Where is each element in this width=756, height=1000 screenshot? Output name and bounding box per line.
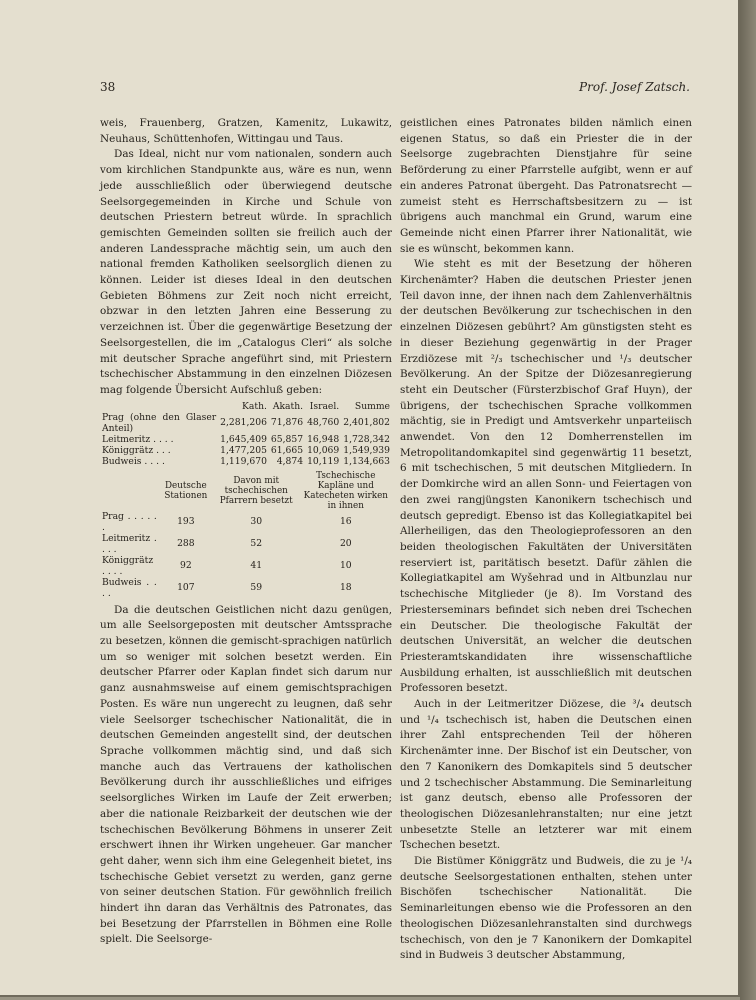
population-table [100,401,392,467]
table-cell: 48,760 [307,417,340,429]
table-cell: 16 [339,516,352,528]
table-header-cell: Israel. [309,400,340,412]
table-cell: 71,876 [270,417,304,429]
table-row [100,555,392,577]
table-header-row [100,471,392,511]
right-column [400,116,692,964]
table-cell: Prag . . . . . . [102,510,157,533]
paragraph: Da die deutschen Geistlichen nicht dazu genügen, um alle Seelsorgeposten mit deutscher Amtssprache zu besetzen, können die gemischt-sprachigen natürlich um so weniger mit solchen besetzt werden. Ein deutscher Pfarrer oder Kaplan findet sich darum nur ganz ausnahmsweise auf einem gemischtsprachigen Posten. Es wäre nun ungerecht zu leugnen, daß sehr viele Seelsorger tschechischer Nationalität, die in deutschen Gemeinden angestellt sind, der deutschen Sprache vollkommen mächtig sind, und daß sich manche auch das Vertrauens der katholischen Bevölkerung durch ihr ausschließliches und eifriges seelsorgliches Wirken im Laufe der Zeit erwerben; aber die nationale Reizbarkeit der deutschen wie der tschechischen Bevölkerung Böhmens in unserer Zeit erschwert ihnen ihr Wirken ungeheuer. Gar mancher geht daher, wenn sich ihm eine Gelegenheit bietet, ins tschechische Gebiet versetzt zu werden, ganz gerne von seiner deutschen Station. Für gewöhnlich freilich hindert ihn daran das Verhältnis des Patronates, das bei Besetzung der Pfarrstellen in Böhmen eine Rolle spielt. Die Seelsorge- [100,603,392,946]
table-cell: 1,134,663 [343,455,390,467]
table-cell: 2,401,802 [343,417,390,429]
table-cell: Prag (ohne den Glaser Anteil) [102,411,217,434]
table-row [100,511,392,533]
paragraph: Die Bistümer Königgrätz und Budweis, die zu je ¹/₄ deutsche Seelsorgestationen enthalten, stehen unter Bischöfen tschechischer Nationalität. Die Seminarleitungen ebenso wie die Professoren an den theologischen Diözesanlehranstalten sind durchwegs tschechisch, von den je 7 Kanonikern der Domkapitel sind in Budweis 3 deutscher Abstammung, [400,855,692,962]
table-header-row [100,401,392,412]
table-cell: Budweis . . . . [102,576,157,599]
table-cell: 18 [339,582,352,594]
table-header-cell [100,401,218,412]
paragraph: geistlichen eines Patronates bilden nämlich einen eigenen Status, so daß ein Priester die in der Seelsorge zugebrachten Dienstjahre für seine Beförderung zu einer Pfarrstelle aufgibt, wenn er auf ein anderes Patronat übergeht. Das Patronatsrecht — zumeist steht es Herrschaftsbesitzern zu — ist übrigens auch manchmal ein Grund, warum eine Gemeinde nicht einen Pfarrer ihrer Nationalität, wie sie es wünscht, bekommen kann. [400,117,692,255]
table-cell: 1,119,670 [220,455,267,467]
table-cell: 10,119 [307,455,340,467]
table-cell: Leitmeritz . . . . [102,532,157,555]
table-cell: 1,645,409 [220,433,267,445]
table-cell: 52 [250,538,263,550]
table-header-cell: Kath. [242,400,267,412]
paragraph: Auch in der Leitmeritzer Diözese, die ³/₄ deutsch und ¹/₄ tschechisch ist, haben die Deutschen einen ihrer Zahl entsprechenden Teil der höheren Kirchenämter inne. Der Bischof ist ein Deutscher, von den 7 Kanonikern des Domkapitels sind 5 deutscher und 2 tschechischer Abstammung. Die Seminarleitung ist ganz deutsch, ebenso alle Professoren der theologischen Diözesanlehranstalten; nur eine jetzt unbesetzte Stelle an letzterer war mit einem Tschechen besetzt. [400,698,692,852]
table-row [100,533,392,555]
paragraph: Das Ideal, nicht nur vom nationalen, sondern auch vom kirchlichen Standpunkte aus, wäre es nun, wenn jede ausschließlich oder überwiegend deutsche Seelsorgegemeinden in Kirche und Schule von deutschen Priestern betreut würde. In sprachlich gemischten Gemeinden sollten sie freilich auch der anderen Landessprache mächtig sein, um auch den national fremden Katholiken seelsorglich dienen zu können. Leider ist dieses Ideal in den deutschen Gebieten Böhmens zur Zeit noch nicht erreicht, obzwar in den letzten Jahren eine Besserung zu verzeichnen ist. Über die gegenwärtige Besetzung der Seelsorgestellen, die im „Catalogus Cleri“ als solche mit deutscher Sprache angeführt sind, mit Priestern tschechischer Abstammung in den einzelnen Diözesen mag folgende Übersicht Aufschluß geben: [100,148,392,396]
book-spine [740,0,756,1000]
table-cell: 65,857 [270,433,304,445]
table-cell: 61,665 [270,444,304,456]
table-row [100,456,392,467]
table-cell: Budweis . . . . [102,455,165,467]
table-cell: 1,477,205 [220,444,267,456]
table-header-cell: Tschechische Kapläne und Katecheten wirken in ihnen [303,470,388,511]
table-cell: Königgrätz . . . [102,444,171,456]
left-column [100,116,392,948]
page-number: 38 [100,80,116,94]
table-cell: Königgrätz . . . . [102,554,154,577]
table-header-cell: Summe [354,400,390,412]
table-row [100,412,392,434]
table-cell: 288 [177,538,195,550]
table-cell: 4,874 [276,455,304,467]
table-header-cell: Akath. [272,400,304,412]
table-row [100,434,392,445]
table-header-cell: Deutsche Stationen [164,480,208,501]
running-head: Prof. Josef Zatsch. [579,80,690,94]
table-row [100,445,392,456]
table-cell: 10 [339,560,352,572]
table-cell: 107 [177,582,195,594]
table-cell: 10,069 [307,444,340,456]
table-cell: 1,549,939 [343,444,390,456]
table-cell: 2,281,206 [220,417,267,429]
table-cell: 1,728,342 [343,433,390,445]
paragraph: Wie steht es mit der Besetzung der höheren Kirchenämter? Haben die deutschen Priester jenen Teil davon inne, der ihnen nach dem Zahlenverhältnis der deutschen Bevölkerung zur tschechischen in den einzelnen Diözesen gebührt? Am günstigsten steht es in dieser Beziehung gegenwärtig in der Prager Erzdiözese mit ²/₃ tschechischer und ¹/₃ deutscher Bevölkerung. An der Spitze der Diözesanregierung steht ein Deutscher (Fürsterzbischof Graf Huyn), der übrigens, der tschechischen Sprache vollkommen mächtig, sie in Predigt und Amtsverkehr unparteiisch anwendet. Von den 12 Domherrenstellen im Metropolitandomkapitel sind gegenwärtig 11 besetzt, 6 mit tschechischen, 5 mit deutschen Mitgliedern. In der Domkirche wird an allen Sonn- und Feiertagen von den zwei rangjüngsten Kanonikern tschechisch und deutsch gepredigt. Ebenso ist das Kollegiatkapitel bei Allerheiligen, das den Theologieprofessoren an den beiden theologischen Fakultäten der Universitäten reserviert ist, paritätisch besetzt. Dafür zählen die Kollegiatkapitel am Wyšehrad und in Altbunzlau nur tschechische Mitglieder (je 8). Im Vorstand des Priesterseminars befindet sich neben drei Tschechen ein Deutscher. Die theologische Fakultät der deutschen Universität, an welcher die deutschen Priesteramtskandidaten ihre wissenschaftliche Ausbildung erhalten, ist ausschließlich mit deutschen Professoren besetzt. [400,258,692,695]
table-header-cell: Davon mit tschechischen Pfarrern besetzt [219,475,293,506]
table-cell: 193 [177,516,195,528]
table-cell: 30 [250,516,263,528]
table-header-cell [100,471,159,511]
table-cell: 20 [339,538,352,550]
table-cell: 41 [250,560,263,572]
table-cell: 92 [179,560,192,572]
table-cell: Leitmeritz . . . . [102,433,174,445]
paragraph: weis, Frauenberg, Gratzen, Kamenitz, Lukawitz, Neuhaus, Schüttenhofen, Wittingau und Taus. [100,117,392,145]
stations-table [100,471,392,599]
table-row [100,577,392,599]
table-cell: 59 [250,582,263,594]
table-cell: 16,948 [307,433,340,445]
